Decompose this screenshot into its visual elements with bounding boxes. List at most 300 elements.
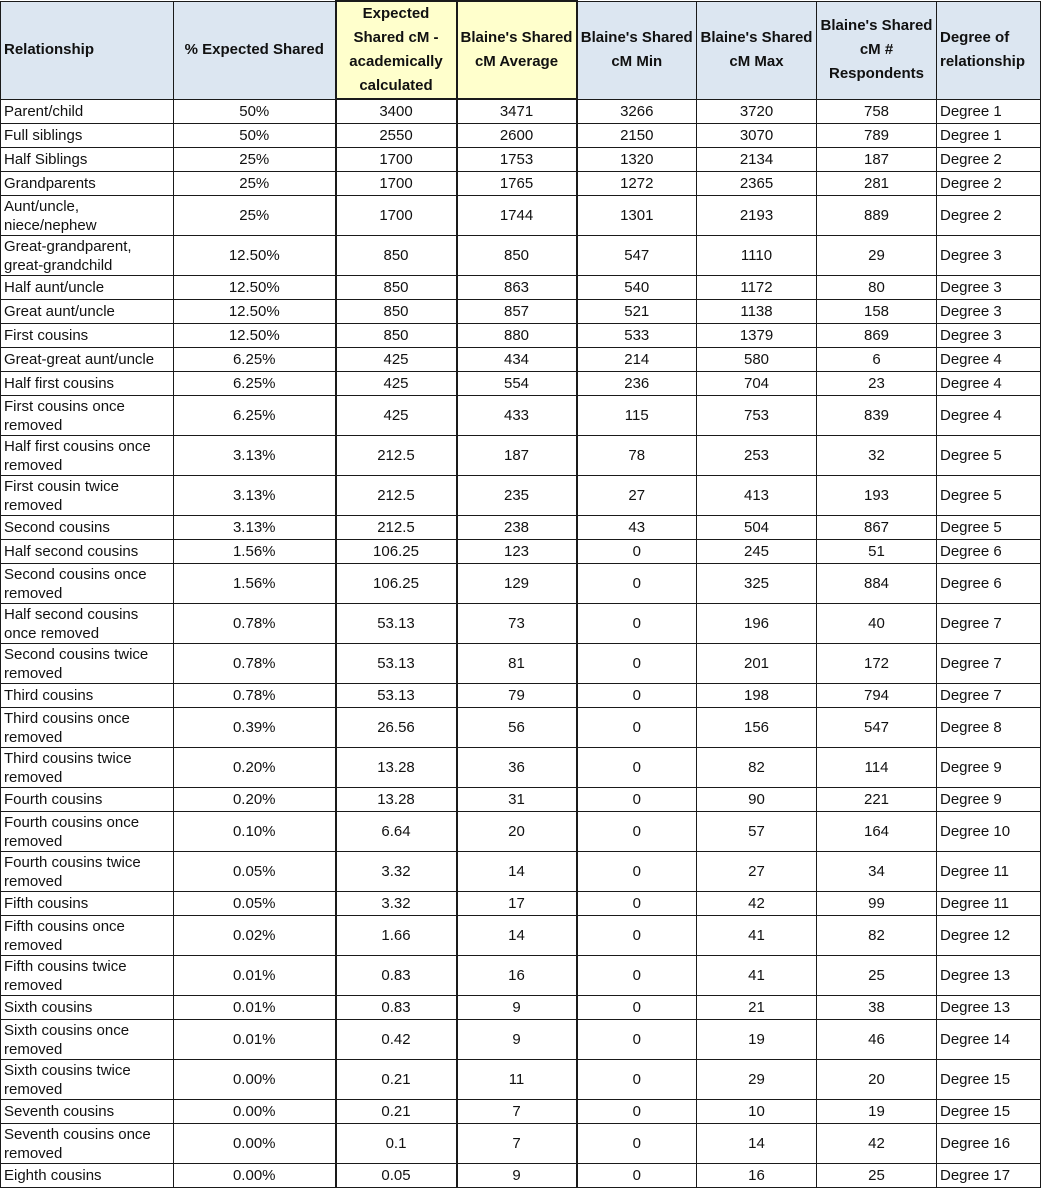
cell-max-cm: 2193 xyxy=(697,196,817,236)
table-row xyxy=(1,436,1041,476)
cell-avg-cm: 433 xyxy=(457,396,577,436)
cell-respondents: 82 xyxy=(817,916,937,956)
cell-pct-expected: 0.00% xyxy=(174,1124,336,1164)
cell-pct-expected: 12.50% xyxy=(174,276,336,300)
cell-degree: Degree 10 xyxy=(937,812,1041,852)
cell-avg-cm: 554 xyxy=(457,372,577,396)
table-row xyxy=(1,916,1041,956)
cell-degree: Degree 7 xyxy=(937,684,1041,708)
cell-degree: Degree 15 xyxy=(937,1100,1041,1124)
cell-avg-cm: 9 xyxy=(457,1164,577,1188)
cell-expected-cm: 2550 xyxy=(336,124,457,148)
cell-max-cm: 413 xyxy=(697,476,817,516)
cell-max-cm: 196 xyxy=(697,604,817,644)
cell-respondents: 758 xyxy=(817,99,937,124)
cell-min-cm: 0 xyxy=(577,1100,697,1124)
cell-min-cm: 0 xyxy=(577,1060,697,1100)
header-max-cm: Blaine's Shared cM Max xyxy=(697,1,817,99)
cell-pct-expected: 25% xyxy=(174,148,336,172)
header-relationship: Relationship xyxy=(1,1,174,99)
cell-max-cm: 198 xyxy=(697,684,817,708)
header-respondents: Blaine's Shared cM # Respondents xyxy=(817,1,937,99)
cell-relationship: Third cousins xyxy=(1,684,174,708)
cell-degree: Degree 7 xyxy=(937,604,1041,644)
cell-respondents: 51 xyxy=(817,540,937,564)
cell-relationship: Seventh cousins once removed xyxy=(1,1124,174,1164)
cell-relationship: Parent/child xyxy=(1,99,174,124)
table-row xyxy=(1,372,1041,396)
cell-max-cm: 14 xyxy=(697,1124,817,1164)
cell-degree: Degree 7 xyxy=(937,644,1041,684)
cell-min-cm: 0 xyxy=(577,1124,697,1164)
cell-respondents: 187 xyxy=(817,148,937,172)
cell-pct-expected: 3.13% xyxy=(174,436,336,476)
cell-avg-cm: 20 xyxy=(457,812,577,852)
cell-max-cm: 325 xyxy=(697,564,817,604)
cell-relationship: Half first cousins once removed xyxy=(1,436,174,476)
cell-degree: Degree 14 xyxy=(937,1020,1041,1060)
cell-expected-cm: 850 xyxy=(336,276,457,300)
cell-respondents: 6 xyxy=(817,348,937,372)
cell-relationship: Sixth cousins xyxy=(1,996,174,1020)
cell-degree: Degree 9 xyxy=(937,748,1041,788)
cell-respondents: 40 xyxy=(817,604,937,644)
cell-avg-cm: 14 xyxy=(457,852,577,892)
cell-expected-cm: 0.21 xyxy=(336,1060,457,1100)
cell-respondents: 789 xyxy=(817,124,937,148)
cell-degree: Degree 11 xyxy=(937,852,1041,892)
cell-relationship: Sixth cousins once removed xyxy=(1,1020,174,1060)
cell-respondents: 23 xyxy=(817,372,937,396)
cell-degree: Degree 17 xyxy=(937,1164,1041,1188)
cell-min-cm: 0 xyxy=(577,644,697,684)
cell-degree: Degree 9 xyxy=(937,788,1041,812)
table-row xyxy=(1,172,1041,196)
cell-avg-cm: 129 xyxy=(457,564,577,604)
cell-expected-cm: 0.42 xyxy=(336,1020,457,1060)
cell-pct-expected: 25% xyxy=(174,196,336,236)
table-row xyxy=(1,748,1041,788)
cell-avg-cm: 235 xyxy=(457,476,577,516)
cell-respondents: 46 xyxy=(817,1020,937,1060)
cell-min-cm: 236 xyxy=(577,372,697,396)
table-row xyxy=(1,476,1041,516)
table-row xyxy=(1,540,1041,564)
cell-pct-expected: 50% xyxy=(174,124,336,148)
cell-relationship: Half aunt/uncle xyxy=(1,276,174,300)
table-row xyxy=(1,348,1041,372)
cell-min-cm: 521 xyxy=(577,300,697,324)
cell-expected-cm: 1700 xyxy=(336,172,457,196)
cell-pct-expected: 0.02% xyxy=(174,916,336,956)
cell-relationship: Third cousins twice removed xyxy=(1,748,174,788)
cell-avg-cm: 434 xyxy=(457,348,577,372)
cell-pct-expected: 0.39% xyxy=(174,708,336,748)
cell-pct-expected: 0.78% xyxy=(174,604,336,644)
cell-avg-cm: 73 xyxy=(457,604,577,644)
cell-relationship: Fourth cousins xyxy=(1,788,174,812)
cell-pct-expected: 0.05% xyxy=(174,892,336,916)
cell-min-cm: 0 xyxy=(577,604,697,644)
cell-respondents: 114 xyxy=(817,748,937,788)
cell-expected-cm: 1.66 xyxy=(336,916,457,956)
cell-respondents: 193 xyxy=(817,476,937,516)
cell-relationship: Grandparents xyxy=(1,172,174,196)
cell-pct-expected: 0.01% xyxy=(174,956,336,996)
cell-pct-expected: 12.50% xyxy=(174,236,336,276)
cell-min-cm: 0 xyxy=(577,892,697,916)
cell-min-cm: 115 xyxy=(577,396,697,436)
cell-max-cm: 1138 xyxy=(697,300,817,324)
cell-avg-cm: 81 xyxy=(457,644,577,684)
cell-min-cm: 3266 xyxy=(577,99,697,124)
cell-degree: Degree 1 xyxy=(937,124,1041,148)
cell-degree: Degree 3 xyxy=(937,276,1041,300)
cell-degree: Degree 6 xyxy=(937,564,1041,604)
cell-respondents: 32 xyxy=(817,436,937,476)
cell-expected-cm: 425 xyxy=(336,348,457,372)
cell-max-cm: 21 xyxy=(697,996,817,1020)
table-row xyxy=(1,99,1041,124)
table-header xyxy=(1,1,1041,99)
cell-max-cm: 253 xyxy=(697,436,817,476)
cell-min-cm: 0 xyxy=(577,852,697,892)
cell-respondents: 221 xyxy=(817,788,937,812)
cell-degree: Degree 16 xyxy=(937,1124,1041,1164)
cell-relationship: Half second cousins xyxy=(1,540,174,564)
cell-pct-expected: 0.00% xyxy=(174,1164,336,1188)
cell-respondents: 19 xyxy=(817,1100,937,1124)
table-row xyxy=(1,564,1041,604)
table-row xyxy=(1,996,1041,1020)
cell-avg-cm: 1765 xyxy=(457,172,577,196)
cell-expected-cm: 212.5 xyxy=(336,476,457,516)
cell-avg-cm: 36 xyxy=(457,748,577,788)
cell-max-cm: 580 xyxy=(697,348,817,372)
cell-respondents: 99 xyxy=(817,892,937,916)
cell-relationship: Half Siblings xyxy=(1,148,174,172)
table-row xyxy=(1,644,1041,684)
cell-respondents: 164 xyxy=(817,812,937,852)
table-row xyxy=(1,892,1041,916)
table-row xyxy=(1,1060,1041,1100)
cell-pct-expected: 6.25% xyxy=(174,348,336,372)
cell-min-cm: 27 xyxy=(577,476,697,516)
cell-expected-cm: 1700 xyxy=(336,148,457,172)
cell-relationship: Third cousins once removed xyxy=(1,708,174,748)
cell-expected-cm: 850 xyxy=(336,324,457,348)
cell-max-cm: 27 xyxy=(697,852,817,892)
cell-respondents: 867 xyxy=(817,516,937,540)
cell-min-cm: 0 xyxy=(577,812,697,852)
cell-min-cm: 0 xyxy=(577,708,697,748)
cell-relationship: Great aunt/uncle xyxy=(1,300,174,324)
cell-expected-cm: 0.83 xyxy=(336,956,457,996)
cell-pct-expected: 0.05% xyxy=(174,852,336,892)
cell-relationship: Fourth cousins twice removed xyxy=(1,852,174,892)
cell-avg-cm: 857 xyxy=(457,300,577,324)
cell-pct-expected: 0.78% xyxy=(174,644,336,684)
cell-expected-cm: 106.25 xyxy=(336,540,457,564)
table-row xyxy=(1,1020,1041,1060)
cell-max-cm: 41 xyxy=(697,956,817,996)
cell-pct-expected: 12.50% xyxy=(174,300,336,324)
cell-max-cm: 10 xyxy=(697,1100,817,1124)
cell-degree: Degree 5 xyxy=(937,436,1041,476)
cell-relationship: Fifth cousins twice removed xyxy=(1,956,174,996)
cell-degree: Degree 8 xyxy=(937,708,1041,748)
table-row xyxy=(1,276,1041,300)
table-row xyxy=(1,1164,1041,1188)
cell-avg-cm: 863 xyxy=(457,276,577,300)
cell-min-cm: 0 xyxy=(577,1020,697,1060)
cell-expected-cm: 212.5 xyxy=(336,516,457,540)
cell-expected-cm: 53.13 xyxy=(336,604,457,644)
table-row xyxy=(1,124,1041,148)
cell-respondents: 158 xyxy=(817,300,937,324)
table-row xyxy=(1,396,1041,436)
cell-avg-cm: 79 xyxy=(457,684,577,708)
cell-pct-expected: 0.01% xyxy=(174,1020,336,1060)
cell-avg-cm: 9 xyxy=(457,1020,577,1060)
cell-avg-cm: 3471 xyxy=(457,99,577,124)
cell-min-cm: 214 xyxy=(577,348,697,372)
table-row xyxy=(1,684,1041,708)
cell-relationship: Fifth cousins once removed xyxy=(1,916,174,956)
cell-avg-cm: 880 xyxy=(457,324,577,348)
cell-max-cm: 1172 xyxy=(697,276,817,300)
cell-min-cm: 43 xyxy=(577,516,697,540)
cell-expected-cm: 3.32 xyxy=(336,892,457,916)
table-row xyxy=(1,788,1041,812)
cell-expected-cm: 106.25 xyxy=(336,564,457,604)
cell-max-cm: 2134 xyxy=(697,148,817,172)
cell-expected-cm: 3400 xyxy=(336,99,457,124)
cell-relationship: Second cousins once removed xyxy=(1,564,174,604)
cell-min-cm: 1320 xyxy=(577,148,697,172)
cell-degree: Degree 5 xyxy=(937,476,1041,516)
cell-min-cm: 0 xyxy=(577,996,697,1020)
cell-pct-expected: 6.25% xyxy=(174,372,336,396)
cell-expected-cm: 26.56 xyxy=(336,708,457,748)
cell-degree: Degree 4 xyxy=(937,348,1041,372)
header-row xyxy=(1,1,1041,99)
cell-degree: Degree 4 xyxy=(937,372,1041,396)
cell-respondents: 884 xyxy=(817,564,937,604)
cell-max-cm: 16 xyxy=(697,1164,817,1188)
cell-expected-cm: 212.5 xyxy=(336,436,457,476)
cell-max-cm: 82 xyxy=(697,748,817,788)
cell-relationship: Full siblings xyxy=(1,124,174,148)
cell-degree: Degree 3 xyxy=(937,236,1041,276)
cell-expected-cm: 425 xyxy=(336,396,457,436)
cell-relationship: Great-grandparent, great-grandchild xyxy=(1,236,174,276)
header-degree: Degree of relationship xyxy=(937,1,1041,99)
cell-pct-expected: 3.13% xyxy=(174,516,336,540)
cell-max-cm: 90 xyxy=(697,788,817,812)
cell-expected-cm: 53.13 xyxy=(336,684,457,708)
header-min-cm: Blaine's Shared cM Min xyxy=(577,1,697,99)
cell-pct-expected: 25% xyxy=(174,172,336,196)
cell-max-cm: 704 xyxy=(697,372,817,396)
cell-pct-expected: 12.50% xyxy=(174,324,336,348)
cell-expected-cm: 850 xyxy=(336,300,457,324)
cell-avg-cm: 238 xyxy=(457,516,577,540)
cell-respondents: 38 xyxy=(817,996,937,1020)
cell-avg-cm: 2600 xyxy=(457,124,577,148)
cell-expected-cm: 53.13 xyxy=(336,644,457,684)
cell-relationship: Seventh cousins xyxy=(1,1100,174,1124)
cell-avg-cm: 1744 xyxy=(457,196,577,236)
cell-min-cm: 0 xyxy=(577,788,697,812)
cell-pct-expected: 0.10% xyxy=(174,812,336,852)
header-avg-cm: Blaine's Shared cM Average xyxy=(457,1,577,99)
cell-max-cm: 245 xyxy=(697,540,817,564)
cell-avg-cm: 14 xyxy=(457,916,577,956)
cell-respondents: 20 xyxy=(817,1060,937,1100)
cell-respondents: 42 xyxy=(817,1124,937,1164)
cell-avg-cm: 56 xyxy=(457,708,577,748)
cell-pct-expected: 0.01% xyxy=(174,996,336,1020)
cell-relationship: Aunt/uncle, niece/nephew xyxy=(1,196,174,236)
cell-respondents: 281 xyxy=(817,172,937,196)
table-row xyxy=(1,1124,1041,1164)
cell-avg-cm: 1753 xyxy=(457,148,577,172)
cell-relationship: Sixth cousins twice removed xyxy=(1,1060,174,1100)
cell-respondents: 25 xyxy=(817,1164,937,1188)
cell-pct-expected: 3.13% xyxy=(174,476,336,516)
cell-pct-expected: 50% xyxy=(174,99,336,124)
cell-min-cm: 0 xyxy=(577,564,697,604)
cell-relationship: Fourth cousins once removed xyxy=(1,812,174,852)
cell-expected-cm: 13.28 xyxy=(336,748,457,788)
cell-min-cm: 1272 xyxy=(577,172,697,196)
cell-avg-cm: 123 xyxy=(457,540,577,564)
cell-relationship: Great-great aunt/uncle xyxy=(1,348,174,372)
cell-max-cm: 1379 xyxy=(697,324,817,348)
cell-max-cm: 1110 xyxy=(697,236,817,276)
table-row xyxy=(1,148,1041,172)
cell-relationship: Eighth cousins xyxy=(1,1164,174,1188)
cell-degree: Degree 13 xyxy=(937,996,1041,1020)
cell-expected-cm: 0.05 xyxy=(336,1164,457,1188)
cell-relationship: First cousin twice removed xyxy=(1,476,174,516)
cell-degree: Degree 3 xyxy=(937,324,1041,348)
cell-respondents: 547 xyxy=(817,708,937,748)
cell-pct-expected: 1.56% xyxy=(174,564,336,604)
cell-degree: Degree 15 xyxy=(937,1060,1041,1100)
cell-respondents: 34 xyxy=(817,852,937,892)
cell-degree: Degree 4 xyxy=(937,396,1041,436)
header-expected-cm: Expected Shared cM - academically calculated xyxy=(336,1,457,99)
cell-min-cm: 547 xyxy=(577,236,697,276)
cell-min-cm: 0 xyxy=(577,748,697,788)
cell-max-cm: 19 xyxy=(697,1020,817,1060)
cell-min-cm: 0 xyxy=(577,684,697,708)
cell-avg-cm: 17 xyxy=(457,892,577,916)
cell-degree: Degree 6 xyxy=(937,540,1041,564)
cell-max-cm: 3720 xyxy=(697,99,817,124)
table-row xyxy=(1,956,1041,996)
cell-expected-cm: 13.28 xyxy=(336,788,457,812)
cell-max-cm: 504 xyxy=(697,516,817,540)
cell-degree: Degree 3 xyxy=(937,300,1041,324)
cell-relationship: Half first cousins xyxy=(1,372,174,396)
cell-expected-cm: 0.21 xyxy=(336,1100,457,1124)
cell-avg-cm: 7 xyxy=(457,1124,577,1164)
cell-min-cm: 540 xyxy=(577,276,697,300)
cell-max-cm: 753 xyxy=(697,396,817,436)
cell-degree: Degree 11 xyxy=(937,892,1041,916)
cell-degree: Degree 2 xyxy=(937,148,1041,172)
cell-respondents: 889 xyxy=(817,196,937,236)
cell-relationship: First cousins once removed xyxy=(1,396,174,436)
cell-degree: Degree 2 xyxy=(937,196,1041,236)
cell-max-cm: 42 xyxy=(697,892,817,916)
cell-pct-expected: 1.56% xyxy=(174,540,336,564)
cell-degree: Degree 2 xyxy=(937,172,1041,196)
cell-avg-cm: 187 xyxy=(457,436,577,476)
cell-min-cm: 0 xyxy=(577,540,697,564)
table-row xyxy=(1,324,1041,348)
cell-min-cm: 0 xyxy=(577,916,697,956)
table-row xyxy=(1,300,1041,324)
cell-pct-expected: 0.78% xyxy=(174,684,336,708)
cell-expected-cm: 0.83 xyxy=(336,996,457,1020)
cell-avg-cm: 9 xyxy=(457,996,577,1020)
cell-avg-cm: 11 xyxy=(457,1060,577,1100)
cell-expected-cm: 425 xyxy=(336,372,457,396)
cell-respondents: 794 xyxy=(817,684,937,708)
cell-min-cm: 0 xyxy=(577,1164,697,1188)
table-row xyxy=(1,516,1041,540)
cell-expected-cm: 1700 xyxy=(336,196,457,236)
cell-expected-cm: 0.1 xyxy=(336,1124,457,1164)
cell-avg-cm: 7 xyxy=(457,1100,577,1124)
cell-avg-cm: 31 xyxy=(457,788,577,812)
table-body xyxy=(1,99,1041,1188)
table-row xyxy=(1,852,1041,892)
cell-relationship: Second cousins xyxy=(1,516,174,540)
cell-pct-expected: 0.00% xyxy=(174,1100,336,1124)
cell-max-cm: 41 xyxy=(697,916,817,956)
cell-pct-expected: 0.20% xyxy=(174,788,336,812)
cell-min-cm: 533 xyxy=(577,324,697,348)
cell-min-cm: 1301 xyxy=(577,196,697,236)
cell-pct-expected: 0.20% xyxy=(174,748,336,788)
table-row xyxy=(1,604,1041,644)
cell-degree: Degree 5 xyxy=(937,516,1041,540)
table-row xyxy=(1,236,1041,276)
cell-relationship: Fifth cousins xyxy=(1,892,174,916)
cell-max-cm: 57 xyxy=(697,812,817,852)
cell-respondents: 80 xyxy=(817,276,937,300)
cell-expected-cm: 850 xyxy=(336,236,457,276)
cell-respondents: 839 xyxy=(817,396,937,436)
table-row xyxy=(1,196,1041,236)
cell-max-cm: 3070 xyxy=(697,124,817,148)
cell-max-cm: 156 xyxy=(697,708,817,748)
cell-avg-cm: 16 xyxy=(457,956,577,996)
header-pct-expected: % Expected Shared xyxy=(174,1,336,99)
table-row xyxy=(1,708,1041,748)
cell-respondents: 172 xyxy=(817,644,937,684)
cell-pct-expected: 6.25% xyxy=(174,396,336,436)
cell-min-cm: 0 xyxy=(577,956,697,996)
cell-relationship: Half second cousins once removed xyxy=(1,604,174,644)
cell-pct-expected: 0.00% xyxy=(174,1060,336,1100)
cell-max-cm: 29 xyxy=(697,1060,817,1100)
